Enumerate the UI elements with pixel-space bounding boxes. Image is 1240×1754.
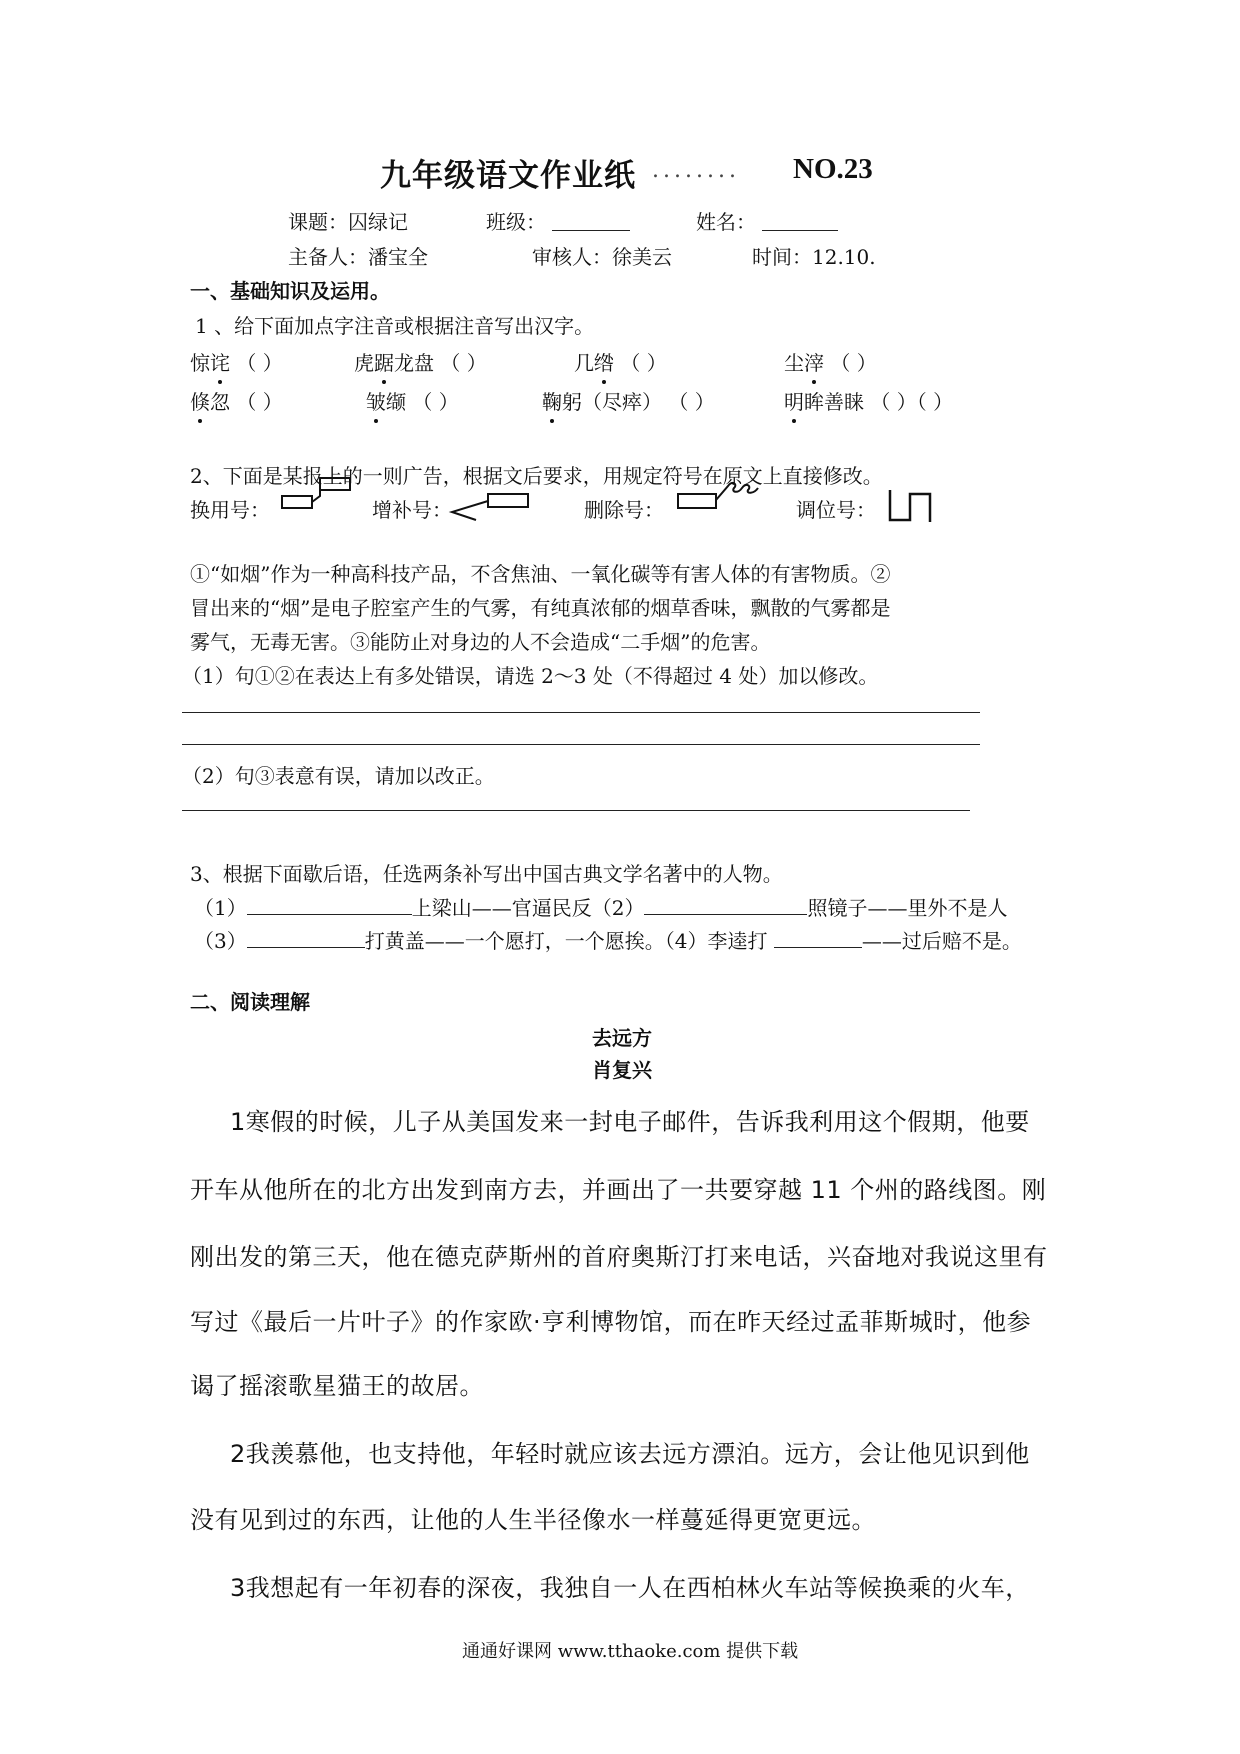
q3-item: （3） 打黄盖——一个愿打，一个愿挨。（4）李逵打 ——过后赔不是。 [194, 929, 1022, 953]
passage-title: 去远方 [592, 1026, 652, 1050]
symbol-label-insert: 增补号： [372, 498, 452, 522]
answer-line[interactable] [182, 712, 980, 713]
answer-line[interactable] [182, 744, 980, 745]
q1-item: 惊诧 （ ） [190, 347, 283, 376]
answer-parens[interactable]: （ ） [236, 351, 283, 375]
title-dots: ........ [652, 158, 740, 183]
page-title: 九年级语文作业纸 [380, 158, 636, 194]
topic-label: 课题：囚绿记 [288, 210, 408, 234]
passage-line: 刚出发的第三天，他在德克萨斯州的首府奥斯汀打来电话，兴奋地对我说这里有 [190, 1243, 1048, 1271]
q1-item: 倏忽 （ ） [190, 386, 283, 415]
q1-item: 皱缬 （ ） [366, 386, 459, 415]
section-heading-reading: 二、阅读理解 [190, 990, 310, 1014]
answer-parens[interactable]: （ ）（ ） [870, 390, 954, 414]
worksheet-number: NO.23 [793, 153, 873, 185]
class-blank[interactable] [552, 230, 630, 231]
fill-blank[interactable] [774, 927, 862, 948]
answer-parens[interactable]: （ ） [412, 390, 459, 414]
preparer: 主备人：潘宝全 [288, 245, 428, 269]
answer-parens[interactable]: （ ） [440, 351, 487, 375]
q2-prompt: 2、下面是某报上的一则广告，根据文后要求，用规定符号在原文上直接修改。 [190, 464, 883, 488]
ad-line: ①“如烟”作为一种高科技产品，不含焦油、一氧化碳等有害人体的有害物质。② [190, 562, 891, 586]
q1-item: 几绺 （ ） [574, 347, 667, 376]
passage-author: 肖复兴 [592, 1058, 652, 1082]
answer-parens[interactable]: （ ） [620, 351, 667, 375]
ad-line: 雾气，无毒无害。③能防止对身边的人不会造成“二手烟”的危害。 [190, 630, 771, 654]
answer-parens[interactable]: （ ） [668, 390, 715, 414]
fill-blank[interactable] [247, 927, 365, 948]
symbol-label-transpose: 调位号： [796, 498, 876, 522]
fill-blank[interactable] [644, 894, 807, 915]
passage-line: 2我羡慕他，也支持他，年轻时就应该去远方漂泊。远方，会让他见识到他 [230, 1440, 1030, 1468]
q1-item: 明眸善睐 （ ）（ ） [784, 386, 953, 415]
transpose-mark-icon [886, 488, 936, 524]
passage-line: 写过《最后一片叶子》的作家欧·亨利博物馆，而在昨天经过孟菲斯城时，他参 [190, 1308, 1032, 1336]
answer-parens[interactable]: （ ） [830, 351, 877, 375]
section-heading-basics: 一、基础知识及运用。 [190, 279, 390, 303]
q3-prompt: 3、根据下面歇后语，任选两条补写出中国古典文学名著中的人物。 [190, 862, 783, 886]
passage-line: 1寒假的时候，儿子从美国发来一封电子邮件，告诉我利用这个假期，他要 [230, 1108, 1030, 1136]
passage-line: 3我想起有一年初春的深夜，我独自一人在西柏林火车站等候换乘的火车， [230, 1574, 1030, 1602]
q1-item: 虎踞龙盘 （ ） [354, 347, 487, 376]
replace-mark-icon [280, 472, 350, 512]
name-blank[interactable] [762, 230, 838, 231]
class-label: 班级： [486, 210, 546, 234]
answer-parens[interactable]: （ ） [236, 390, 283, 414]
date: 时间：12.10. [752, 245, 876, 269]
symbol-label-delete: 删除号： [584, 498, 664, 522]
passage-line: 没有见到过的东西，让他的人生半径像水一样蔓延得更宽更远。 [190, 1506, 876, 1534]
insert-mark-icon [448, 492, 538, 522]
answer-line[interactable] [182, 810, 970, 811]
delete-mark-icon [676, 476, 766, 512]
name-label: 姓名： [696, 210, 756, 234]
q2-sub2: （2）句③表意有误，请加以改正。 [182, 764, 495, 788]
passage-line: 谒了摇滚歌星猫王的故居。 [190, 1372, 484, 1400]
q1-item: 尘滓 （ ） [784, 347, 877, 376]
q3-item: （1） 上梁山——官逼民反（2） 照镜子——里外不是人 [194, 896, 1008, 920]
q1-prompt: 1 、给下面加点字注音或根据注音写出汉字。 [195, 314, 595, 338]
footer-credit: 通通好课网 www.tthaoke.com 提供下载 [462, 1641, 799, 1662]
fill-blank[interactable] [247, 894, 412, 915]
passage-line: 开车从他所在的北方出发到南方去，并画出了一共要穿越 11 个州的路线图。刚 [190, 1176, 1047, 1204]
q1-item: 鞠躬（尽瘁） （ ） [542, 386, 715, 415]
reviewer: 审核人：徐美云 [532, 245, 672, 269]
ad-line: 冒出来的“烟”是电子腔室产生的气雾，有纯真浓郁的烟草香味，飘散的气雾都是 [190, 596, 891, 620]
symbol-label-replace: 换用号： [190, 498, 270, 522]
q2-sub1: （1）句①②在表达上有多处错误，请选 2～3 处（不得超过 4 处）加以修改。 [182, 664, 879, 688]
